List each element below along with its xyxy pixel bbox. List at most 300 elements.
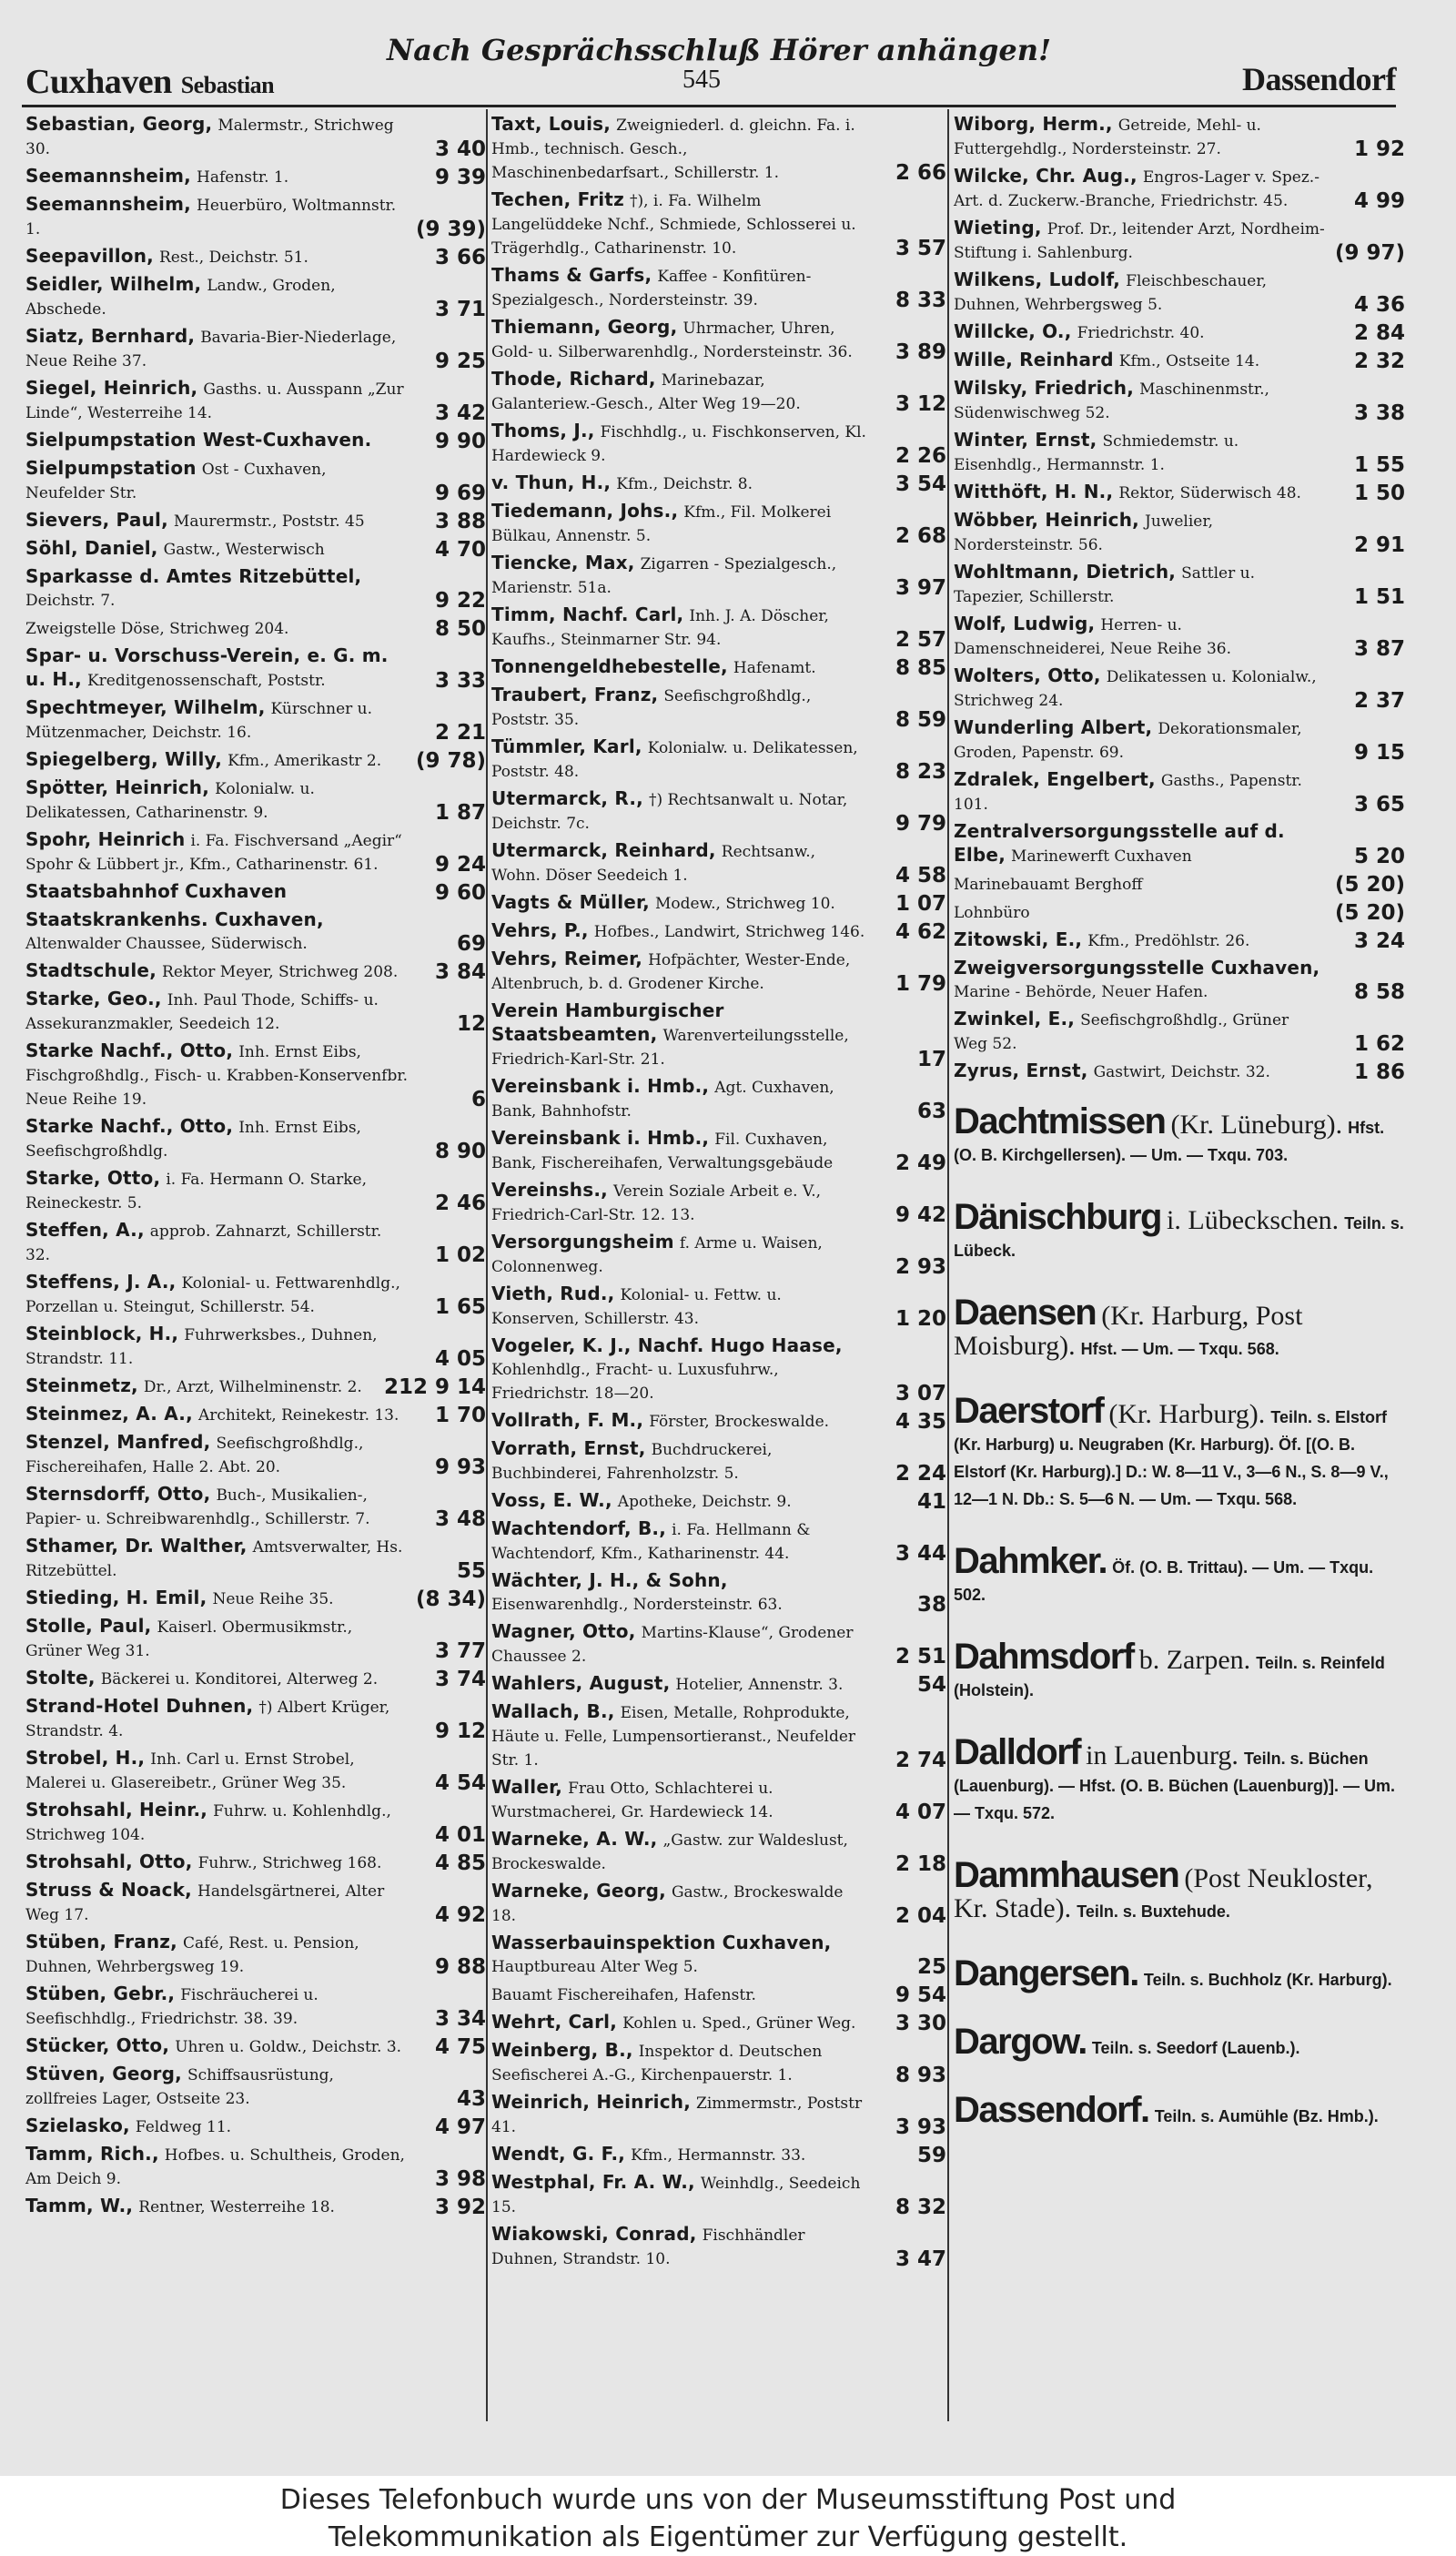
entry-name: Vereinsbank i. Hmb., bbox=[491, 1075, 710, 1097]
entry-details: Kfm., Fil. Molkerei Bülkau, Annenstr. 5. bbox=[491, 503, 832, 545]
directory-entry bbox=[491, 316, 946, 364]
directory-entry bbox=[25, 1115, 486, 1163]
directory-entry bbox=[491, 1932, 946, 1979]
entry-details: Kohlen u. Sped., Grüner Weg. bbox=[622, 2014, 856, 2033]
directory-entry bbox=[25, 325, 486, 373]
entry-name: Timm, Nachf. Carl, bbox=[491, 604, 684, 625]
entry-details: Heuerbüro, Woltmannstr. 1. bbox=[25, 197, 397, 238]
directory-entry bbox=[954, 269, 1405, 317]
entry-phone-number: 2 49 bbox=[895, 1151, 946, 1175]
entry-name: Tümmler, Karl, bbox=[491, 735, 642, 757]
directory-entry bbox=[25, 2143, 486, 2191]
entry-name: Szielasko, bbox=[25, 2115, 130, 2136]
entry-phone-number: 59 bbox=[916, 2144, 946, 2167]
entry-name: Wilkens, Ludolf, bbox=[954, 269, 1121, 290]
entry-details: i. Fa. Fischversand „Aegir“ Spohr & Lübbert jr., Kfm., Catharinenstr. 61. bbox=[25, 832, 402, 874]
column-divider bbox=[947, 109, 949, 2421]
entry-phone-number: 3 54 bbox=[895, 472, 946, 496]
entry-details: Seefischgroßhdlg., Grüner Weg 52. bbox=[954, 1011, 1289, 1053]
entry-name: Stüven, Georg, bbox=[25, 2063, 182, 2084]
entry-details: Fuhrw. u. Kohlenhdlg., Strichweg 104. bbox=[25, 1802, 391, 1844]
entry-phone-number: 9 15 bbox=[1353, 741, 1405, 765]
entry-phone-number: 3 57 bbox=[895, 237, 946, 260]
entry-phone-number: 9 24 bbox=[434, 853, 486, 877]
place-note: Teiln. s. Aumühle (Bz. Hmb.). bbox=[1154, 2107, 1379, 2125]
entry-name: Vieth, Rud., bbox=[491, 1283, 615, 1304]
entry-phone-number: 9 79 bbox=[895, 812, 946, 836]
entry-phone-number: 3 88 bbox=[434, 510, 486, 533]
entry-phone-number: 69 bbox=[456, 932, 486, 956]
entry-phone-number: 3 87 bbox=[1353, 637, 1405, 661]
entry-phone-number: 3 66 bbox=[434, 246, 486, 269]
place-entry bbox=[954, 1541, 1405, 1608]
entry-details: i. Fa. Hellmann & Wachtendorf, Kfm., Katharinenstr. 44. bbox=[491, 1521, 811, 1563]
directory-entry bbox=[954, 957, 1405, 1004]
entry-details: Fuhrwerksbes., Duhnen, Strandstr. 11. bbox=[25, 1326, 378, 1368]
entry-name: Wolters, Otto, bbox=[954, 664, 1101, 686]
entry-phone-number: 55 bbox=[456, 1559, 486, 1583]
directory-entry bbox=[25, 537, 486, 562]
place-entry bbox=[954, 1101, 1405, 1169]
directory-entry bbox=[954, 1060, 1405, 1084]
entry-details: Fischhdlg., u. Fischkonserven, Kl. Hardewieck 9. bbox=[491, 423, 866, 465]
entry-phone-number: 38 bbox=[916, 1593, 946, 1617]
entry-name: Strohsahl, Heinr., bbox=[25, 1799, 208, 1821]
entry-phone-number: 8 23 bbox=[895, 760, 946, 784]
entry-details: Uhren u. Goldw., Deichstr. 3. bbox=[175, 2038, 402, 2056]
entry-phone-number: 8 90 bbox=[434, 1140, 486, 1163]
entry-name: Witthöft, H. N., bbox=[954, 481, 1114, 502]
directory-entry bbox=[491, 113, 946, 185]
entry-name: Seemannsheim, bbox=[25, 165, 191, 187]
directory-entry bbox=[954, 1008, 1405, 1056]
directory-entry bbox=[25, 1879, 486, 1927]
entry-name: Zitowski, E., bbox=[954, 928, 1083, 950]
entry-phone-number: 1 50 bbox=[1353, 482, 1405, 505]
entry-name: Steffens, J. A., bbox=[25, 1271, 177, 1293]
entry-details: Kfm., Deichstr. 8. bbox=[616, 475, 753, 493]
place-entry bbox=[954, 2022, 1405, 2062]
directory-entry bbox=[954, 377, 1405, 425]
entry-details: Feldweg 11. bbox=[135, 2118, 232, 2136]
entry-phone-number: 43 bbox=[456, 2087, 486, 2111]
entry-phone-number: 8 58 bbox=[1353, 980, 1405, 1004]
entry-phone-number: 3 24 bbox=[1353, 929, 1405, 953]
directory-entry bbox=[25, 565, 486, 613]
place-note: Teiln. s. Lübeck. bbox=[954, 1214, 1404, 1260]
entry-phone-number: 3 65 bbox=[1353, 793, 1405, 816]
directory-entry bbox=[491, 1437, 946, 1486]
entry-details: Hofpächter, Wester-Ende, Altenbruch, b. d. Grodener Kirche. bbox=[491, 951, 851, 993]
entry-details: Uhrmacher, Uhren, Gold- u. Silberwarenhdlg., Nordersteinstr. 36. bbox=[491, 320, 853, 361]
entry-phone-number: 9 54 bbox=[895, 1983, 946, 2007]
entry-details: Hotelier, Annenstr. 3. bbox=[675, 1676, 844, 1694]
entry-details: Dekorationsmaler, Groden, Papenstr. 69. bbox=[954, 720, 1302, 762]
directory-entry bbox=[491, 1620, 946, 1668]
directory-entry bbox=[491, 2039, 946, 2087]
entry-details: Lohnbüro bbox=[954, 904, 1030, 922]
entry-phone-number: (8 34) bbox=[415, 1587, 486, 1611]
directory-entry bbox=[25, 1219, 486, 1267]
entry-name: Weinberg, B., bbox=[491, 2039, 633, 2061]
entry-name: Verein Hamburgischer Staatsbeamten, bbox=[491, 999, 724, 1045]
directory-entry bbox=[25, 273, 486, 321]
entry-details: Kfm., Ostseite 14. bbox=[1118, 352, 1260, 370]
entry-phone-number: (5 20) bbox=[1334, 873, 1405, 897]
entry-details: Inh. Paul Thode, Schiffs- u. Assekuranzmakler, Seedeich 12. bbox=[25, 991, 379, 1033]
entry-name: Siatz, Bernhard, bbox=[25, 325, 196, 347]
place-note: Teiln. s. Büchen (Lauenburg). — Hfst. (O. B. Büchen (Lauenburg)]. — Um. — Txqu. 572. bbox=[954, 1750, 1395, 1822]
entry-phone-number: 4 35 bbox=[895, 1410, 946, 1434]
entry-phone-number: 3 44 bbox=[895, 1542, 946, 1566]
entry-details: Rektor Meyer, Strichweg 208. bbox=[162, 963, 399, 981]
entry-phone-number: 3 74 bbox=[434, 1668, 486, 1691]
entry-phone-number: 3 07 bbox=[895, 1382, 946, 1405]
entry-details: Fischräucherei u. Seefischhdlg., Friedrichstr. 38. 39. bbox=[25, 1986, 318, 2028]
entry-name: Spar- u. Vorschuss-Verein, e. G. m. u. H., bbox=[25, 644, 389, 690]
entry-details: Martins-Klause“, Grodener Chaussee 2. bbox=[491, 1624, 854, 1666]
directory-entry bbox=[25, 748, 486, 773]
entry-details: Engros-Lager v. Spez.-Art. d. Zuckerw.-Branche, Friedrichstr. 45. bbox=[954, 168, 1320, 210]
directory-entry bbox=[491, 420, 946, 468]
entry-name: Struss & Noack, bbox=[25, 1879, 192, 1901]
entry-name: Warneke, Georg, bbox=[491, 1880, 666, 1902]
entry-name: Seemannsheim, bbox=[25, 193, 191, 215]
entry-phone-number: 3 42 bbox=[434, 401, 486, 425]
entry-details: Dr., Arzt, Wilhelminenstr. 2. bbox=[143, 1378, 362, 1396]
entry-name: Stüben, Gebr., bbox=[25, 1983, 176, 2004]
entry-details: Marinebauamt Berghoff bbox=[954, 876, 1143, 894]
entry-details: Prof. Dr., leitender Arzt, Nordheim-Stiftung i. Sahlenburg. bbox=[954, 220, 1325, 262]
entry-name: Sthamer, Dr. Walther, bbox=[25, 1535, 248, 1557]
entry-name: Techen, Fritz bbox=[491, 188, 624, 210]
entry-details: Inh. Ernst Eibs, Fischgroßhdlg., Fisch- u. Krabben-Konservenfbr. Neue Reihe 19. bbox=[25, 1043, 408, 1109]
directory-entry bbox=[954, 217, 1405, 265]
directory-entry bbox=[25, 908, 486, 956]
entry-phone-number: 1 55 bbox=[1353, 453, 1405, 477]
entry-phone-number: 54 bbox=[916, 1673, 946, 1697]
entry-phone-number: 4 54 bbox=[434, 1771, 486, 1795]
entry-phone-number: 3 12 bbox=[895, 392, 946, 416]
column-2 bbox=[491, 113, 946, 2275]
entry-phone-number: 2 93 bbox=[895, 1255, 946, 1279]
directory-entry bbox=[491, 1569, 946, 1617]
entry-name: Wagner, Otto, bbox=[491, 1620, 636, 1642]
directory-entry bbox=[25, 245, 486, 269]
entry-phone-number: 8 93 bbox=[895, 2064, 946, 2087]
entry-details: Herren- u. Damenschneiderei, Neue Reihe 36. bbox=[954, 616, 1232, 658]
directory-entry bbox=[491, 2091, 946, 2139]
directory-entry bbox=[491, 500, 946, 548]
directory-entry bbox=[954, 716, 1405, 765]
entry-name: Vagts & Müller, bbox=[491, 891, 650, 913]
directory-entry bbox=[954, 349, 1405, 373]
directory-entry bbox=[25, 1374, 486, 1399]
entry-phone-number: 9 69 bbox=[434, 482, 486, 505]
header-first-entry: Sebastian bbox=[180, 72, 275, 98]
entry-phone-number: 1 86 bbox=[1353, 1060, 1405, 1084]
entry-name: Wiakowski, Conrad, bbox=[491, 2223, 697, 2245]
entry-phone-number: 8 59 bbox=[895, 708, 946, 732]
entry-name: Wohltmann, Dietrich, bbox=[954, 561, 1177, 583]
entry-name: Stenzel, Manfred, bbox=[25, 1431, 211, 1453]
entry-phone-number: 8 32 bbox=[895, 2196, 946, 2219]
entry-name: Stadtschule, bbox=[25, 959, 157, 981]
entry-phone-number: 1 07 bbox=[895, 892, 946, 916]
entry-details: Schmiedemstr. u. Eisenhdlg., Hermannstr. 1. bbox=[954, 432, 1239, 474]
entry-name: Zyrus, Ernst, bbox=[954, 1060, 1088, 1081]
directory-entry bbox=[954, 872, 1405, 897]
directory-entry bbox=[491, 999, 946, 1071]
entry-details: Bavaria-Bier-Niederlage, Neue Reihe 37. bbox=[25, 329, 397, 370]
entry-details: Buchdruckerei, Buchbinderei, Fahrenholzstr. 5. bbox=[491, 1441, 773, 1483]
entry-details: Bauamt Fischereihafen, Hafenstr. bbox=[491, 1986, 756, 2004]
entry-details: Fil. Cuxhaven, Bank, Fischereihafen, Verwaltungsgebäude bbox=[491, 1131, 834, 1172]
entry-details: Hofbes., Landwirt, Strichweg 146. bbox=[593, 923, 865, 941]
directory-entry bbox=[491, 655, 946, 680]
entry-phone-number: 3 84 bbox=[434, 960, 486, 984]
directory-entry bbox=[25, 2063, 486, 2111]
header-city: Cuxhaven bbox=[25, 63, 172, 101]
entry-details: Verein Soziale Arbeit e. V., Friedrich-Carl-Str. 12. 13. bbox=[491, 1182, 822, 1224]
entry-phone-number: 63 bbox=[916, 1100, 946, 1123]
entry-details: Handelsgärtnerei, Alter Weg 17. bbox=[25, 1882, 385, 1924]
entry-phone-number: 4 58 bbox=[895, 864, 946, 888]
entry-name: Zentralversorgungsstelle auf d. Elbe, bbox=[954, 820, 1285, 866]
entry-name: Wille, Reinhard bbox=[954, 349, 1114, 370]
directory-entry bbox=[25, 429, 486, 453]
place-name: Dachtmissen bbox=[954, 1101, 1166, 1141]
entry-phone-number: 2 84 bbox=[1353, 321, 1405, 345]
directory-entry bbox=[25, 1615, 486, 1663]
entry-details: Zweigstelle Döse, Strichweg 204. bbox=[25, 620, 289, 638]
entry-name: Stolle, Paul, bbox=[25, 1615, 152, 1637]
entry-name: Thams & Garfs, bbox=[491, 264, 652, 286]
entry-details: Zimmermstr., Poststr 41. bbox=[491, 2094, 863, 2136]
entry-phone-number: 8 33 bbox=[895, 289, 946, 312]
entry-name: Wilcke, Chr. Aug., bbox=[954, 165, 1138, 187]
entry-details: Schiffsausrüstung, zollfreies Lager, Ostseite 23. bbox=[25, 2066, 334, 2108]
entry-phone-number: 2 04 bbox=[895, 1904, 946, 1928]
entry-details: Architekt, Reinekestr. 13. bbox=[197, 1406, 399, 1425]
directory-entry bbox=[491, 1127, 946, 1175]
entry-phone-number: 4 70 bbox=[434, 538, 486, 562]
directory-entry bbox=[25, 1587, 486, 1611]
entry-name: Steinmetz, bbox=[25, 1374, 138, 1396]
entry-details: Kolonial- u. Fettwarenhdlg., Porzellan u. Steingut, Schillerstr. 54. bbox=[25, 1274, 400, 1316]
directory-entry bbox=[25, 696, 486, 745]
entry-phone-number: 2 51 bbox=[895, 1645, 946, 1668]
entry-details: Weinhdlg., Seedeich 15. bbox=[491, 2175, 861, 2216]
place-entry bbox=[954, 1197, 1405, 1264]
entry-details: i. Fa. Hermann O. Starke, Reineckestr. 5. bbox=[25, 1171, 367, 1212]
footer-notice bbox=[0, 2476, 1456, 2554]
directory-entry bbox=[954, 613, 1405, 661]
header-rule bbox=[22, 105, 1396, 107]
entry-phone-number: 4 92 bbox=[434, 1903, 486, 1927]
place-region: (Kr. Harburg). bbox=[1108, 1399, 1266, 1429]
directory-entry bbox=[25, 1667, 486, 1691]
entry-phone-number: 9 42 bbox=[895, 1203, 946, 1227]
entry-name: Thoms, J., bbox=[491, 420, 595, 441]
directory-entry bbox=[25, 776, 486, 825]
entry-details: Gastw., Westerwisch bbox=[163, 541, 325, 559]
entry-phone-number: (9 97) bbox=[1334, 241, 1405, 265]
directory-entry bbox=[954, 320, 1405, 345]
entry-phone-number: 2 37 bbox=[1353, 689, 1405, 713]
entry-details: Getreide, Mehl- u. Futtergehdlg., Nordersteinstr. 27. bbox=[954, 117, 1261, 158]
entry-phone-number: 2 91 bbox=[1353, 533, 1405, 557]
entry-name: Zdralek, Engelbert, bbox=[954, 768, 1156, 790]
place-entry bbox=[954, 1732, 1405, 1827]
entry-phone-number: 2 24 bbox=[895, 1462, 946, 1486]
directory-entry bbox=[25, 113, 486, 161]
entry-name: Vollrath, F. M., bbox=[491, 1409, 644, 1431]
entry-details: Kaiserl. Obermusikmstr., Grüner Weg 31. bbox=[25, 1618, 353, 1660]
entry-phone-number: 25 bbox=[916, 1955, 946, 1979]
directory-entry bbox=[491, 1700, 946, 1772]
place-note: Hfst. (O. B. Kirchgellersen). — Um. — Txqu. 703. bbox=[954, 1119, 1385, 1164]
place-name: Daensen bbox=[954, 1293, 1097, 1333]
directory-entry bbox=[25, 377, 486, 425]
entry-details: Seefischgroßhdlg., Poststr. 35. bbox=[491, 687, 812, 729]
entry-details: Hafenamt. bbox=[733, 659, 816, 677]
directory-entry bbox=[491, 1179, 946, 1227]
entry-phone-number: 9 93 bbox=[434, 1456, 486, 1479]
place-name: Dassendorf. bbox=[954, 2090, 1149, 2130]
directory-entry bbox=[25, 2195, 486, 2219]
entry-details: Hofbes. u. Schultheis, Groden, Am Deich 9. bbox=[25, 2146, 405, 2188]
directory-entry bbox=[25, 1431, 486, 1479]
place-name: Dammhausen bbox=[954, 1855, 1179, 1895]
entry-details: Förster, Brockeswalde. bbox=[649, 1413, 830, 1431]
entry-name: Tamm, Rich., bbox=[25, 2143, 159, 2165]
directory-entry bbox=[954, 561, 1405, 609]
directory-entry bbox=[25, 1695, 486, 1743]
entry-details: Delikatessen u. Kolonialw., Strichweg 24. bbox=[954, 668, 1317, 710]
entry-name: Vehrs, P., bbox=[491, 919, 589, 941]
place-name: Dahmker. bbox=[954, 1541, 1107, 1581]
entry-name: Westphal, Fr. A. W., bbox=[491, 2171, 695, 2193]
entry-details: Juwelier, Nordersteinstr. 56. bbox=[954, 512, 1214, 554]
entry-details: Marine - Behörde, Neuer Hafen. bbox=[954, 983, 1208, 1001]
place-name: Dalldorf bbox=[954, 1732, 1081, 1772]
entry-phone-number: 5 20 bbox=[1353, 845, 1405, 868]
directory-entry bbox=[491, 1776, 946, 1824]
place-entry bbox=[954, 1637, 1405, 1704]
entry-details: Bäckerei u. Konditorei, Alterweg 2. bbox=[100, 1670, 379, 1689]
entry-details: Eisen, Metalle, Rohprodukte, Häute u. Felle, Lumpensortieranst., Neufelder Str. 1. bbox=[491, 1704, 856, 1770]
entry-phone-number: 1 51 bbox=[1353, 585, 1405, 609]
entry-phone-number: 2 46 bbox=[434, 1192, 486, 1215]
place-name: Dargow. bbox=[954, 2022, 1087, 2062]
entry-phone-number: 3 33 bbox=[434, 669, 486, 693]
entry-name: Seepavillon, bbox=[25, 245, 154, 267]
entry-details: Rest., Deichstr. 51. bbox=[158, 248, 308, 267]
entry-phone-number: 2 57 bbox=[895, 628, 946, 652]
entry-details: Rektor, Süderwisch 48. bbox=[1118, 484, 1301, 502]
directory-entry bbox=[25, 644, 486, 693]
directory-entry bbox=[491, 948, 946, 996]
entry-name: Versorgungsheim bbox=[491, 1231, 674, 1253]
directory-entry bbox=[954, 509, 1405, 557]
entry-phone-number: 3 40 bbox=[434, 137, 486, 161]
entry-phone-number: 4 75 bbox=[434, 2035, 486, 2059]
column-divider bbox=[486, 109, 488, 2421]
entry-details: Agt. Cuxhaven, Bank, Bahnhofstr. bbox=[491, 1079, 834, 1121]
directory-entry bbox=[491, 1409, 946, 1434]
footer-line-2: Telekommunikation als Eigentümer zur Verfügung gestellt. bbox=[328, 2521, 1128, 2553]
entry-details: Sattler u. Tapezier, Schillerstr. bbox=[954, 564, 1255, 606]
entry-details: f. Arme u. Waisen, Colonnenweg. bbox=[491, 1234, 823, 1276]
entry-name: Wasserbauinspektion Cuxhaven, bbox=[491, 1932, 832, 1953]
entry-details: Gastwirt, Deichstr. 32. bbox=[1093, 1063, 1270, 1081]
entry-name: Strobel, H., bbox=[25, 1747, 146, 1769]
entry-phone-number: (5 20) bbox=[1334, 901, 1405, 925]
directory-entry bbox=[25, 880, 486, 905]
place-region: (Kr. Harburg, Post Moisburg). bbox=[954, 1301, 1303, 1361]
entry-phone-number: 4 01 bbox=[434, 1823, 486, 1847]
entry-name: Sievers, Paul, bbox=[25, 509, 168, 531]
directory-entry bbox=[954, 664, 1405, 713]
entry-name: Wöbber, Heinrich, bbox=[954, 509, 1139, 531]
entry-name: v. Thun, H., bbox=[491, 472, 612, 493]
entry-details: Kfm., Amerikastr 2. bbox=[228, 752, 382, 770]
directory-entry bbox=[25, 1483, 486, 1531]
header-right: Dassendorf bbox=[1241, 61, 1396, 97]
entry-details: †), i. Fa. Wilhelm Langelüddeke Nchf., Schmiede, Schlosserei u. Trägerhdlg., Catharinenstr. 10. bbox=[491, 192, 856, 258]
entry-details: Warenverteilungsstelle, Friedrich-Karl-Str. 21. bbox=[491, 1027, 849, 1069]
directory-entry bbox=[491, 264, 946, 312]
entry-name: Siegel, Heinrich, bbox=[25, 377, 198, 399]
place-note: Teiln. s. Elstorf (Kr. Harburg) u. Neugraben (Kr. Harburg). Öf. [(O. B. Elstorf (Kr. Harburg).] D.: W. 8—11 V., 3—6 N., S. 8—9 V., 12—1 N. Db.: S. 5—6 N. — Um. — Txqu. 568. bbox=[954, 1408, 1389, 1508]
directory-entry bbox=[25, 959, 486, 984]
entry-details: Modew., Strichweg 10. bbox=[655, 895, 835, 913]
entry-name: Willcke, O., bbox=[954, 320, 1072, 342]
entry-name: Traubert, Franz, bbox=[491, 684, 659, 705]
directory-entry bbox=[491, 1283, 946, 1331]
entry-name: Wendt, G. F., bbox=[491, 2143, 626, 2165]
directory-entry bbox=[25, 828, 486, 877]
entry-name: Weinrich, Heinrich, bbox=[491, 2091, 691, 2113]
entry-name: Vereinshs., bbox=[491, 1179, 608, 1201]
entry-name: Tonnengeldhebestelle, bbox=[491, 655, 728, 677]
place-note: Öf. (O. B. Trittau). — Um. — Txqu. 502. bbox=[954, 1558, 1374, 1604]
entry-details: Kreditgenossenschaft, Poststr. bbox=[86, 672, 326, 690]
entry-name: Steinblock, H., bbox=[25, 1323, 179, 1344]
entry-phone-number: 3 38 bbox=[1353, 401, 1405, 425]
entry-phone-number: 2 68 bbox=[895, 524, 946, 548]
entry-phone-number: 4 05 bbox=[434, 1347, 486, 1371]
entry-name: Strohsahl, Otto, bbox=[25, 1851, 193, 1872]
entry-phone-number: 9 25 bbox=[434, 350, 486, 373]
entry-name: Thode, Richard, bbox=[491, 368, 656, 390]
entry-phone-number: 3 30 bbox=[895, 2012, 946, 2035]
entry-name: Stüben, Franz, bbox=[25, 1931, 177, 1952]
entry-name: Stücker, Otto, bbox=[25, 2034, 170, 2056]
entry-name: Sielpumpstation bbox=[25, 457, 197, 479]
directory-entry bbox=[25, 1403, 486, 1427]
directory-entry bbox=[491, 1880, 946, 1928]
directory-entry bbox=[491, 684, 946, 732]
entry-name: Seidler, Wilhelm, bbox=[25, 273, 202, 295]
place-entry bbox=[954, 1953, 1405, 1993]
directory-entry bbox=[25, 1931, 486, 1979]
footer-line-1: Dieses Telefonbuch wurde uns von der Museumsstiftung Post und bbox=[279, 2484, 1177, 2516]
entry-name: Spohr, Heinrich bbox=[25, 828, 186, 850]
place-entry bbox=[954, 1293, 1405, 1363]
directory-entry bbox=[491, 1517, 946, 1566]
